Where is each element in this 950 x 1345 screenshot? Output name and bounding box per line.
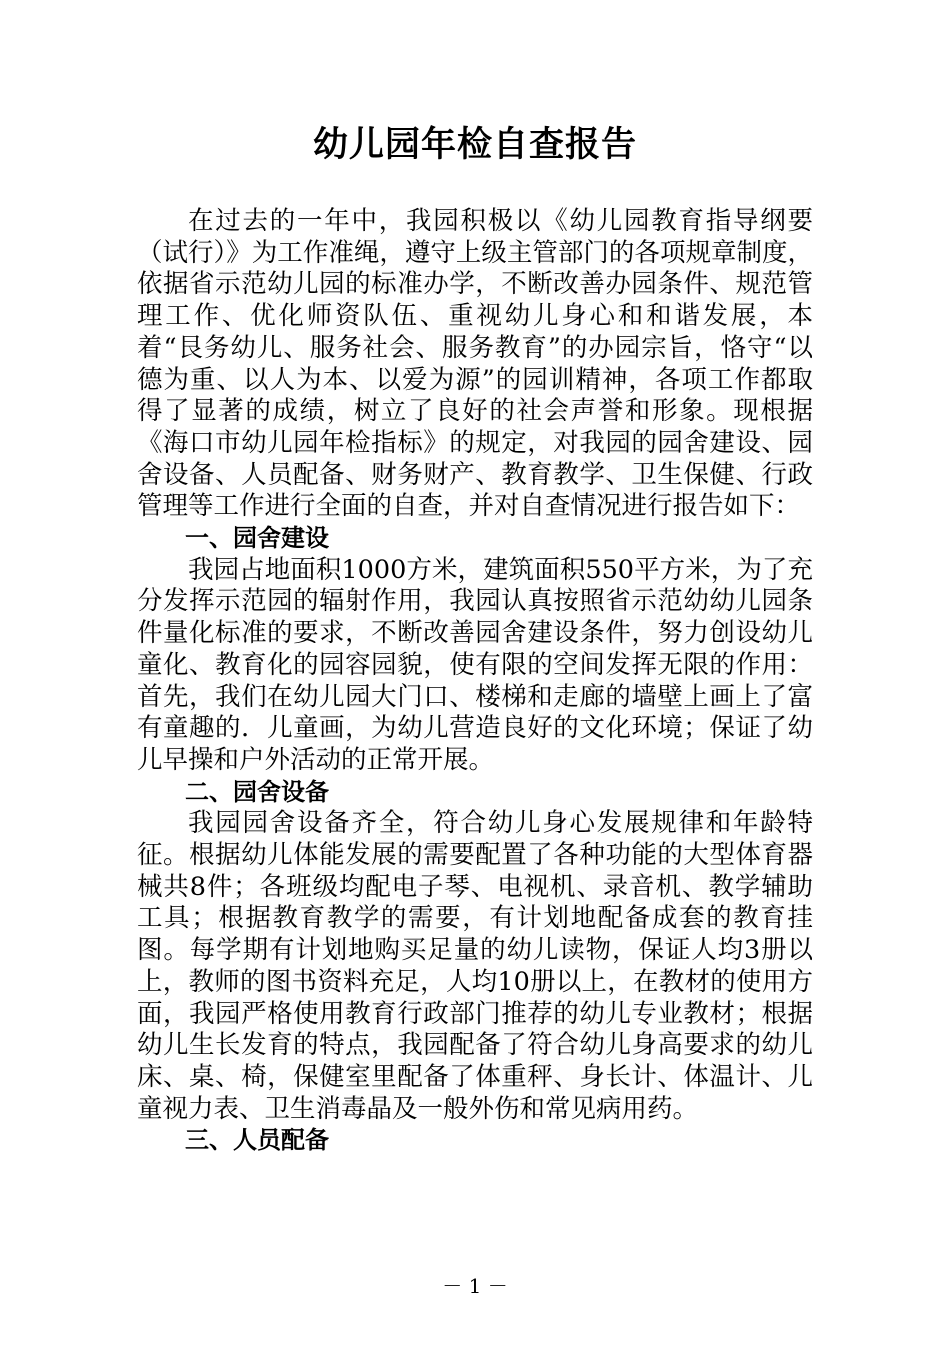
section-paragraph-equipment: 我园园舍设备齐全，符合幼儿身心发展规律和年龄特征。根据幼儿体能发展的需要配置了各种功能的大型体育器械共8件；各班级均配电子琴、电视机、录音机、教学辅助工具；根据教育教学的需要，有计划地配备成套的教育挂图。每学期有计划地购买足量的幼儿读物，保证人均3册以上，教师的图书资料充足，人均10册以上，在教材的使用方面，我园严格使用教育行政部门推荐的幼儿专业教材；根据幼儿生长发育的特点，我园配备了符合幼儿身高要求的幼儿床、桌、椅，保健室里配备了体重秤、身长计、体温计、儿童视力表、卫生消毒晶及一般外伤和常见病用药。 [137,808,813,1124]
section-paragraph-buildings: 我园占地面积1000方米，建筑面积550平方米，为了充分发挥示范园的辐射作用，我园认真按照省示范幼幼儿园条件量化标准的要求，不断改善园舍建设条件，努力创设幼儿童化、教育化的园容园貌，使有限的空间发挥无限的作用：首先，我们在幼儿园大门口、楼梯和走廊的墙壁上画上了富有童趣的．儿童画，为幼儿营造良好的文化环境；保证了幼儿早操和户外活动的正常开展。 [137,554,813,775]
section-heading-staffing: 三、人员配备 [185,1126,329,1155]
section-heading-buildings: 一、园舍建设 [185,524,329,553]
document-title: 幼儿园年检自查报告 [312,125,637,165]
page-number: － 1 － [442,1274,508,1298]
document-body [137,206,813,1157]
intro-paragraph: 在过去的一年中，我园积极以《幼儿园教育指导纲要（试行）》为工作准绳，遵守上级主管部门的各项规章制度，依据省示范幼儿园的标准办学，不断改善办园条件、规范管理工作、优化师资队伍、重视幼儿身心和和谐发展，本着“艮务幼儿、服务社会、服务教育”的办园宗旨，恪守“以德为重、以人为本、以爱为源”的园训精神，各项工作都取得了显著的成绩，树立了良好的社会声誉和形象。现根据《海口市幼儿园年检指标》的规定，对我园的园舍建设、园舍设备、人员配备、财务财产、教育教学、卫生保健、行政管理等工作进行全面的自查，并对自查情况进行报告如下： [137,206,813,522]
section-heading-equipment: 二、园舍设备 [185,777,329,806]
